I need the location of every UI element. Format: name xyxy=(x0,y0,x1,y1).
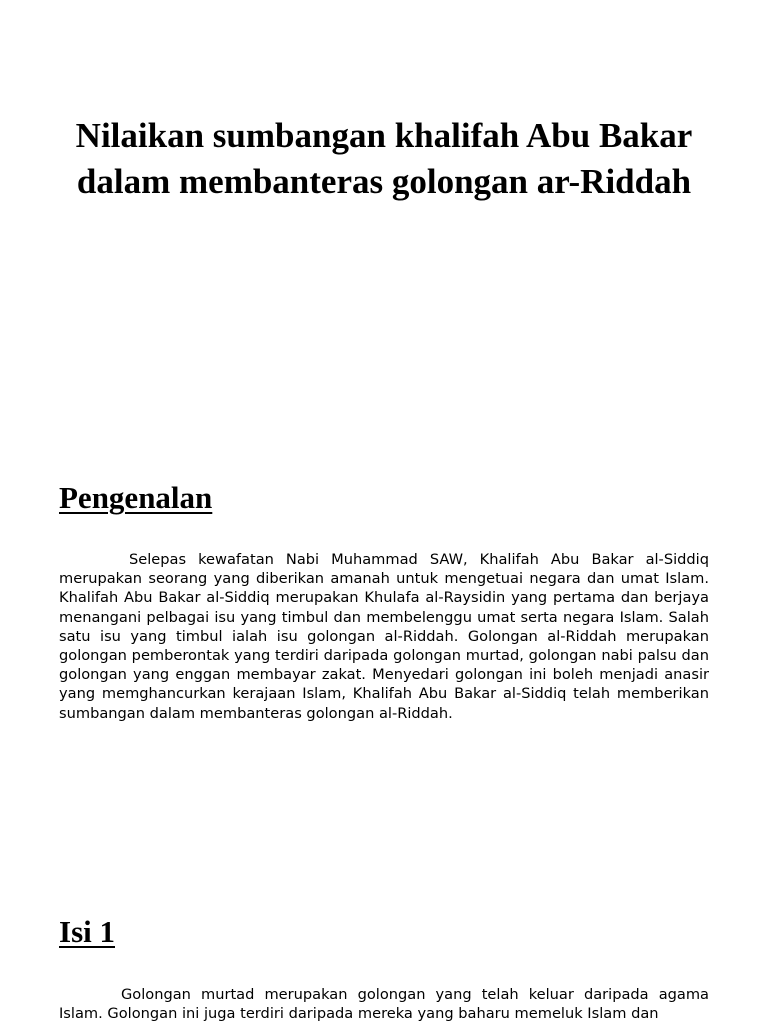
document-title: Nilaikan sumbangan khalifah Abu Bakar dalam membanteras golongan ar-Riddah xyxy=(75,116,693,201)
section-heading-isi-1: Isi 1 xyxy=(59,914,115,949)
paragraph-pengenalan: Selepas kewafatan Nabi Muhammad SAW, Khalifah Abu Bakar al-Siddiq merupakan seorang yang diberikan amanah untuk mengetuai negara dan umat Islam. Khalifah Abu Bakar al-Siddiq merupakan Khulafa al-Raysidin yang pertama dan berjaya menangani pelbagai isu yang timbul dan membelenggu umat serta negara Islam. Salah satu isu yang timbul ialah isu golongan al-Riddah. Golongan al-Riddah merupakan golongan pemberontak yang terdiri daripada golongan murtad, golongan nabi palsu dan golongan yang enggan membayar zakat. Menyedari golongan ini boleh menjadi anasir yang memghancurkan kerajaan Islam, Khalifah Abu Bakar al-Siddiq telah memberikan sumbangan dalam membanteras golongan al-Riddah. xyxy=(59,551,709,722)
paragraph-isi-1: Golongan murtad merupakan golongan yang telah keluar daripada agama Islam. Golongan ini juga terdiri daripada mereka yang baharu memeluk Islam dan xyxy=(59,986,709,1023)
section-heading-pengenalan: Pengenalan xyxy=(59,480,213,515)
